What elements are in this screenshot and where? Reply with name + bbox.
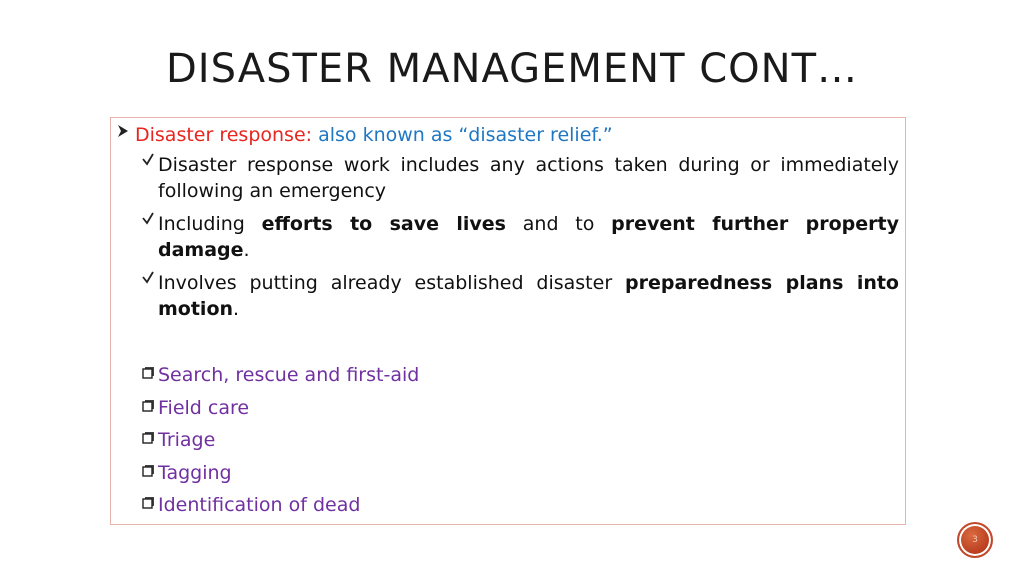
task-item: Field care bbox=[158, 397, 250, 419]
point-3 bbox=[158, 270, 899, 322]
point-2 bbox=[158, 211, 899, 263]
hollow-square-icon bbox=[142, 464, 155, 482]
point-3-text-b: . bbox=[233, 298, 240, 320]
point-3-text-a: Involves putting already established disaster bbox=[158, 272, 625, 294]
point-1-text: Disaster response work includes any actions taken during or immediately following an emergency bbox=[158, 154, 899, 202]
point-3-bold-a: preparedness plans into motion bbox=[158, 272, 899, 320]
task-item: Search, rescue and first-aid bbox=[158, 364, 420, 386]
point-2-bold-b: prevent further property damage bbox=[158, 213, 899, 261]
page-number-badge: 3 bbox=[957, 522, 993, 558]
point-2-text-c: . bbox=[243, 239, 250, 261]
hollow-square-icon bbox=[142, 366, 155, 384]
point-2-text-a: Including bbox=[158, 213, 262, 235]
heading-row bbox=[135, 122, 897, 148]
arrowhead-icon bbox=[117, 124, 129, 142]
point-2-bold-a: efforts to save lives bbox=[261, 213, 506, 235]
task-item: Identification of dead bbox=[158, 494, 361, 516]
task-item: Tagging bbox=[158, 462, 232, 484]
slide-title: DISASTER MANAGEMENT CONT… bbox=[165, 46, 859, 92]
content-box bbox=[110, 117, 906, 525]
heading-label: Disaster response: bbox=[135, 124, 313, 146]
hollow-square-icon bbox=[142, 399, 155, 417]
point-1 bbox=[158, 152, 899, 204]
checkmark-icon bbox=[141, 270, 155, 288]
heading-text: also known as “disaster relief.” bbox=[312, 124, 613, 146]
checkmark-icon bbox=[141, 152, 155, 170]
task-item: Triage bbox=[158, 429, 216, 451]
checkmark-icon bbox=[141, 211, 155, 229]
hollow-square-icon bbox=[142, 431, 155, 449]
point-2-text-b: and to bbox=[505, 213, 612, 235]
hollow-square-icon bbox=[142, 496, 155, 514]
